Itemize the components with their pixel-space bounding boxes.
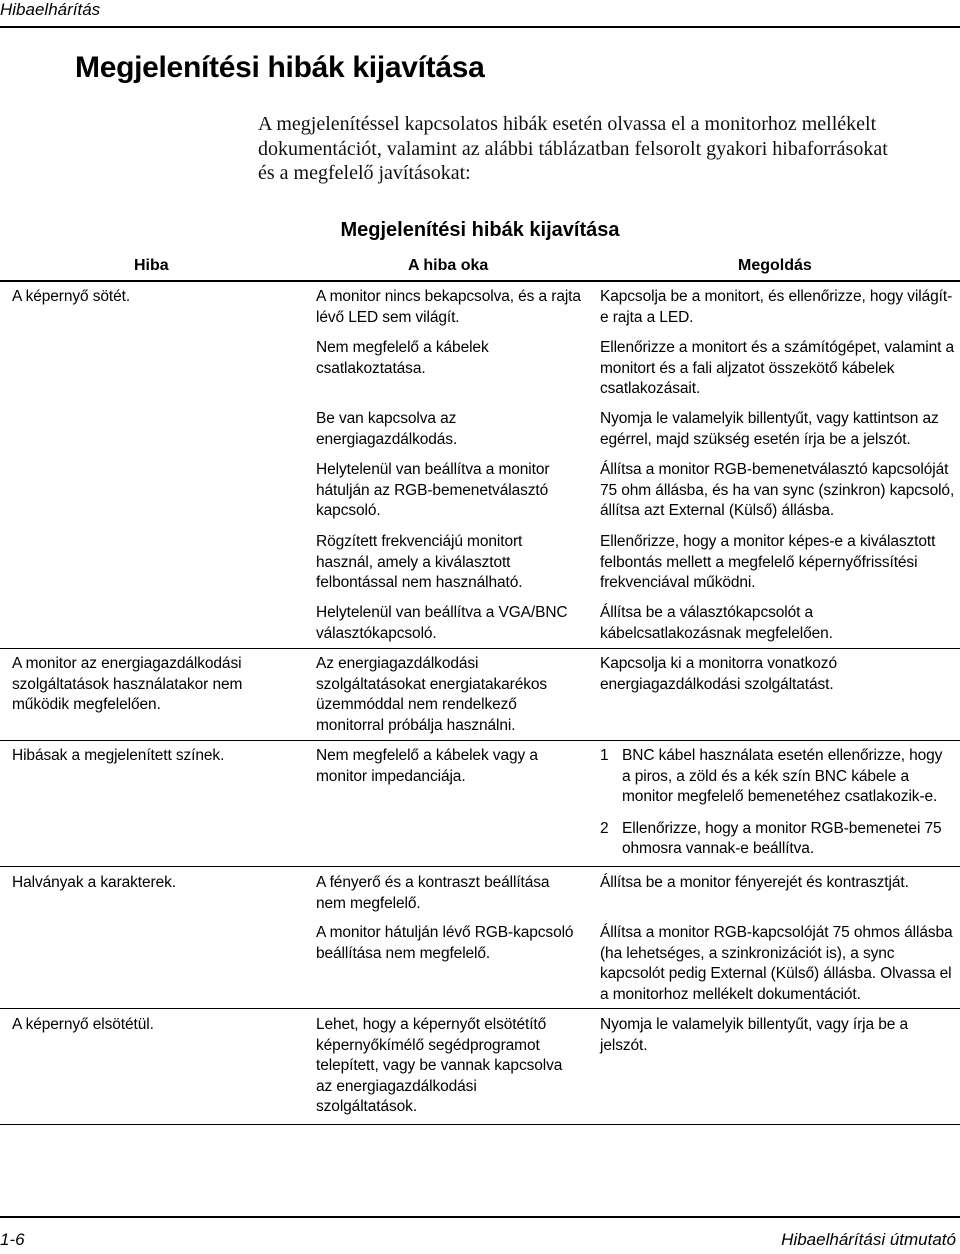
step-text: Ellenőrizze, hogy a monitor RGB-bemenetei 75 ohmosra vannak-e beállítva. <box>622 819 942 857</box>
step-number: 1 <box>600 747 609 764</box>
solution-cell: Állítsa be a monitor fényerejét és kontrasztját. <box>600 874 909 891</box>
solution-cell: Ellenőrizze a monitort és a számítógépet, valamint a monitort és a fali aljzatot összekötő kábelek csatlakozásait. <box>600 339 955 397</box>
solution-list <box>600 746 955 860</box>
cause-cell: Az energiagazdálkodási szolgáltatásokat energiatakarékos üzemmóddal nem rendelkező monitorral próbálja használni. <box>316 655 548 734</box>
solution-cell: Állítsa a monitor RGB-bemenetválasztó kapcsolóját 75 ohm állásba, és ha van sync (szinkron) kapcsoló, állítsa azt External (Külső) állásba. <box>600 461 955 519</box>
section-header: Hibaelhárítás <box>0 0 101 19</box>
cause-cell: Rögzített frekvenciájú monitort használ, amely a kiválasztott felbontással nem használható. <box>316 533 523 591</box>
row-rule <box>0 1124 960 1125</box>
row-rule <box>0 1008 960 1009</box>
problem-cell: A képernyő elsötétül. <box>12 1016 154 1033</box>
row-rule <box>0 740 960 741</box>
solution-cell: Állítsa be a választókapcsolót a kábelcsatlakozásnak megfelelően. <box>600 604 833 642</box>
cause-cell: Helytelenül van beállítva a monitor hátulján az RGB-bemenetválasztó kapcsoló. <box>316 461 550 519</box>
problem-cell: Halványak a karakterek. <box>12 874 176 891</box>
column-header-oka: A hiba oka <box>408 257 489 274</box>
footer-page-number: 1-6 <box>0 1230 25 1249</box>
footer-guide-title: Hibaelhárítási útmutató <box>781 1230 956 1249</box>
solution-cell: Állítsa a monitor RGB-kapcsolóját 75 ohmos állásba (ha lehetséges, a szinkronizációt is), a sync kapcsolót pedig External (Külső) állásba. Olvassa el a monitorhoz mellékelt dokumentációt. <box>600 924 953 1003</box>
solution-cell: Nyomja le valamelyik billentyűt, vagy kattintson az egérrel, majd szükség esetén írja be a jelszót. <box>600 410 939 448</box>
problem-cell: Hibásak a megjelenített színek. <box>12 747 225 764</box>
footer-rule <box>0 1216 960 1218</box>
cause-cell: A monitor hátulján lévő RGB-kapcsoló beállítása nem megfelelő. <box>316 924 574 962</box>
intro-paragraph: A megjelenítéssel kapcsolatos hibák esetén olvassa el a monitorhoz mellékelt dokumentációt, valamint az alábbi táblázatban felsorolt gyakori hibaforrásokat és a megfelelő javításokat: <box>258 113 888 184</box>
header-rule <box>0 26 960 28</box>
solution-step <box>600 746 955 808</box>
cause-cell: Nem megfelelő a kábelek csatlakoztatása. <box>316 339 489 377</box>
solution-step <box>600 819 955 860</box>
column-header-hiba: Hiba <box>134 257 169 274</box>
cause-cell: Nem megfelelő a kábelek vagy a monitor impedanciája. <box>316 747 538 785</box>
solution-cell: Kapcsolja be a monitort, és ellenőrizze, hogy világít-e rajta a LED. <box>600 288 953 326</box>
problem-cell: A monitor az energiagazdálkodási szolgáltatások használatakor nem működik megfelelően. <box>12 655 243 713</box>
step-number: 2 <box>600 819 609 837</box>
cause-cell: Lehet, hogy a képernyőt elsötétítő képernyőkímélő segédprogramot telepített, vagy be vannak kapcsolva az energiagazdálkodási szolgáltatások. <box>316 1016 563 1115</box>
row-rule <box>0 866 960 867</box>
cause-cell: A fényerő és a kontraszt beállítása nem megfelelő. <box>316 874 550 912</box>
table-header-rule <box>0 280 960 282</box>
page-title: Megjelenítési hibák kijavítása <box>75 51 485 84</box>
cause-cell: Helytelenül van beállítva a VGA/BNC választókapcsoló. <box>316 604 568 642</box>
row-rule <box>0 648 960 649</box>
column-header-megoldas: Megoldás <box>738 257 812 274</box>
solution-cell: Nyomja le valamelyik billentyűt, vagy írja be a jelszót. <box>600 1016 909 1054</box>
cause-cell: Be van kapcsolva az energiagazdálkodás. <box>316 410 458 448</box>
solution-cell: Kapcsolja ki a monitorra vonatkozó energiagazdálkodási szolgáltatást. <box>600 655 837 693</box>
table-title: Megjelenítési hibák kijavítása <box>340 219 620 241</box>
cause-cell: A monitor nincs bekapcsolva, és a rajta lévő LED sem világít. <box>316 288 581 326</box>
solution-cell: Ellenőrizze, hogy a monitor képes-e a kiválasztott felbontás mellett a megfelelő képernyőfrissítési frekvenciával működni. <box>600 533 936 591</box>
problem-cell: A képernyő sötét. <box>12 288 131 305</box>
step-text: BNC kábel használata esetén ellenőrizze, hogy a piros, a zöld és a kék szín BNC kábele a monitor megfelelő bemenetéhez csatlakozik-e. <box>622 747 943 805</box>
